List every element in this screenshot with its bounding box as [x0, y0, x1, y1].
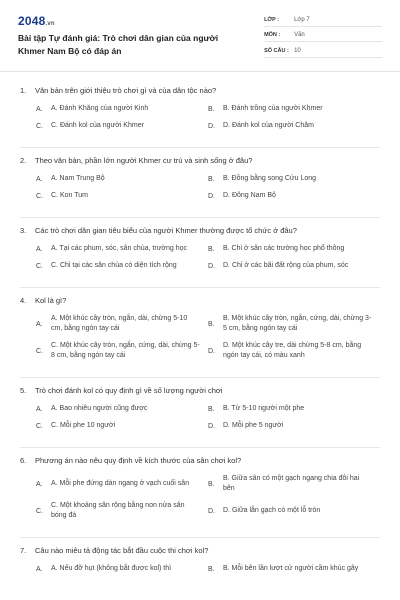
answer-option[interactable]	[36, 314, 208, 334]
option-key: A.	[36, 105, 43, 113]
option-text: A. Mỗi phe đứng dàn ngang ở vạch cuối sân	[51, 480, 190, 487]
option-key: A.	[36, 480, 43, 488]
answer-option[interactable]	[208, 244, 380, 254]
option-text: C. Chỉ tại các sân chùa có diện tích rộng	[51, 262, 177, 269]
option-text: B. Giữa sân có một gạch ngang chia đôi hai bên	[223, 475, 360, 492]
option-key: C.	[36, 192, 43, 200]
option-key: A.	[36, 320, 43, 328]
answer-option[interactable]	[208, 474, 380, 494]
question-text: Kol là gì?	[35, 296, 67, 305]
answer-option[interactable]	[36, 244, 208, 254]
logo-suffix: .vn	[45, 21, 55, 27]
answer-option[interactable]	[36, 121, 208, 131]
option-text: B. Một khúc cây tròn, ngắn, cứng, dài, chừng 3-5 cm, bằng ngón tay cái	[223, 315, 372, 332]
logo-main: 2048	[18, 14, 46, 28]
option-key: C.	[36, 347, 43, 355]
option-text: C. Mỗi phe 10 người	[51, 422, 116, 429]
option-text: D. Chỉ ở các bãi đất rộng của phum, sóc	[223, 262, 349, 269]
option-key: A.	[36, 565, 43, 573]
question-text: Câu nào miêu tả động tác bắt đầu cuộc thi chơi kol?	[35, 546, 209, 555]
answer-option[interactable]	[36, 474, 208, 494]
question-number: 5.	[20, 386, 27, 395]
answer-option[interactable]	[36, 174, 208, 184]
option-key: D.	[208, 507, 215, 515]
option-text: B. Mỗi bên lần lượt cử người cầm khúc gây	[223, 565, 359, 572]
meta-value: Văn	[294, 32, 305, 39]
option-text: A. Bao nhiêu người cũng được	[51, 405, 148, 412]
answer-option[interactable]	[208, 421, 380, 431]
answer-option[interactable]	[36, 501, 208, 521]
meta-key: MÔN :	[264, 32, 281, 39]
option-key: D.	[208, 422, 215, 430]
question-text: Trò chơi đánh kol có quy định gì về số lượng người chơi	[35, 386, 223, 395]
answer-option[interactable]	[208, 564, 380, 574]
question-item	[20, 378, 380, 448]
question-number: 1.	[20, 86, 27, 95]
answer-option[interactable]	[208, 121, 380, 131]
answer-option[interactable]	[208, 104, 380, 114]
question-number: 6.	[20, 456, 27, 465]
option-key: A.	[36, 245, 43, 253]
answer-option[interactable]	[208, 314, 380, 334]
option-key: C.	[36, 507, 43, 515]
option-key: A.	[36, 175, 43, 183]
option-text: A. Nam Trung Bộ	[51, 175, 105, 182]
question-text: Phương án nào nêu quy định về kích thước của sân chơi kol?	[35, 456, 242, 465]
question-number: 3.	[20, 226, 27, 235]
question-number: 2.	[20, 156, 27, 165]
page-title: Bài tập Tự đánh giá: Trò chơi dân gian của người Khmer Nam Bộ có đáp án	[18, 33, 219, 56]
answer-option[interactable]	[208, 341, 380, 361]
meta-row-subject	[264, 30, 382, 43]
option-text: D. Một khúc cây tre, dài chừng 5-8 cm, bằng ngón tay cái, có màu xanh	[223, 342, 362, 359]
option-text: B. Chỉ ở sân các trường học phổ thông	[223, 245, 345, 252]
option-key: D.	[208, 262, 215, 270]
option-key: B.	[208, 405, 215, 413]
meta-row-class	[264, 14, 382, 27]
question-item	[20, 448, 380, 538]
answer-option[interactable]	[208, 261, 380, 271]
option-key: C.	[36, 262, 43, 270]
option-key: D.	[208, 347, 215, 355]
question-item	[20, 148, 380, 218]
option-text: A. Tại các phum, sóc, sân chùa, trường học	[51, 245, 187, 252]
meta-value: 10	[294, 47, 301, 54]
option-key: C.	[36, 422, 43, 430]
option-text: A. Đánh Khăng của người Kinh	[51, 105, 149, 112]
header-left	[18, 14, 242, 71]
meta-value: Lớp 7	[294, 16, 310, 23]
answer-option[interactable]	[36, 261, 208, 271]
answer-option[interactable]	[208, 501, 380, 521]
question-text: Văn bản trên giới thiệu trò chơi gì và của dân tộc nào?	[35, 86, 217, 95]
question-number: 7.	[20, 546, 27, 555]
question-number: 4.	[20, 296, 27, 305]
answer-option[interactable]	[36, 421, 208, 431]
meta-key: SỐ CÂU :	[264, 47, 289, 54]
question-list	[0, 72, 400, 590]
answer-option[interactable]	[36, 564, 208, 574]
option-key: B.	[208, 565, 215, 573]
answer-option[interactable]	[36, 104, 208, 114]
meta-key: LỚP :	[264, 16, 280, 23]
question-item	[20, 78, 380, 148]
meta-row-count	[264, 45, 382, 58]
option-text: D. Mỗi phe 5 người	[223, 422, 284, 429]
option-key: B.	[208, 480, 215, 488]
option-text: D. Đông Nam Bộ	[223, 192, 276, 199]
question-item	[20, 288, 380, 378]
option-text: C. Đánh kol của người Khmer	[51, 122, 144, 129]
option-text: D. Giữa lằn gạch có một lỗ tròn	[223, 507, 321, 514]
question-text: Theo văn bản, phần lớn người Khmer cư trú và sinh sống ở đâu?	[35, 156, 253, 165]
option-text: C. Một khúc cây tròn, ngắn, cứng, dài, chừng 5-8 cm, bằng ngón tay cái	[51, 342, 200, 359]
answer-option[interactable]	[208, 174, 380, 184]
option-key: B.	[208, 105, 215, 113]
option-text: C. Một khoảng sân rộng bằng non nửa sân bóng đá	[51, 502, 185, 519]
option-text: A. Nếu đỡ hụt (không bắt được kol) thì	[51, 565, 172, 572]
option-text: A. Một khúc cây tròn, ngắn, dài, chừng 5-10 cm, bằng ngón tay cái	[51, 315, 188, 332]
option-text: B. Từ 5-10 người một phe	[223, 405, 305, 412]
question-item	[20, 218, 380, 288]
option-text: C. Kon Tum	[51, 192, 88, 199]
answer-option[interactable]	[208, 191, 380, 201]
question-item	[20, 538, 380, 590]
option-key: A.	[36, 405, 43, 413]
answer-option[interactable]	[36, 341, 208, 361]
option-text: B. Đồng bằng song Cửu Long	[223, 175, 317, 182]
answer-option[interactable]	[208, 404, 380, 414]
page-header	[0, 0, 400, 72]
option-key: D.	[208, 122, 215, 130]
option-text: B. Đánh trồng của người Khmer	[223, 105, 323, 112]
option-key: B.	[208, 245, 215, 253]
option-key: D.	[208, 192, 215, 200]
answer-option[interactable]	[36, 191, 208, 201]
option-key: B.	[208, 320, 215, 328]
option-text: D. Đánh kol của người Chăm	[223, 122, 314, 129]
option-key: C.	[36, 122, 43, 130]
option-key: B.	[208, 175, 215, 183]
answer-option[interactable]	[36, 404, 208, 414]
question-text: Các trò chơi dân gian tiêu biểu của người Khmer thường được tổ chức ở đâu?	[35, 226, 297, 235]
site-logo[interactable]	[18, 14, 242, 28]
meta-panel	[264, 14, 382, 71]
